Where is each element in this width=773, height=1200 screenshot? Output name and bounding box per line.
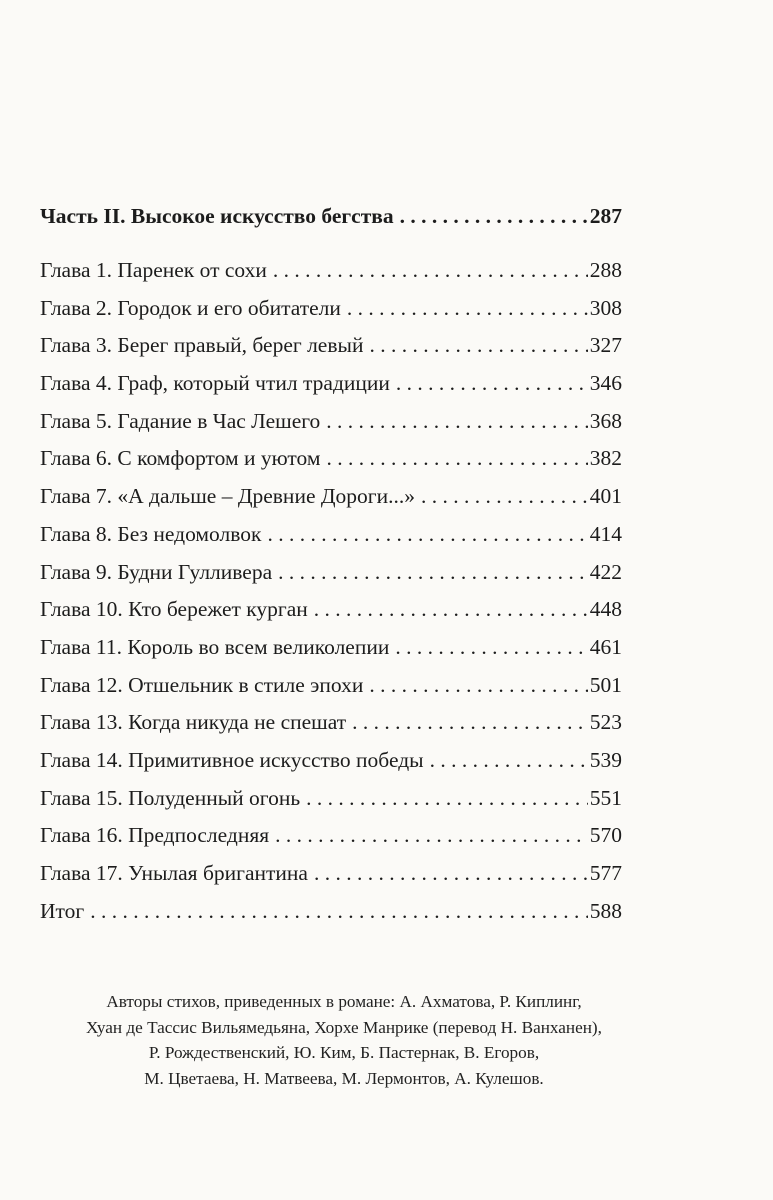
toc-chapter-title: Глава 17. Унылая бригантина <box>40 861 308 885</box>
toc-leader-dots <box>314 591 588 629</box>
toc-chapter-page: 308 <box>589 295 622 320</box>
toc-chapter-entry <box>40 704 622 742</box>
toc-chapter-page: 401 <box>589 484 622 509</box>
toc-chapter-title: Глава 3. Берег правый, берег левый <box>40 333 364 358</box>
toc-chapter-entry <box>40 516 622 554</box>
toc-leader-dots <box>347 290 588 328</box>
toc-chapter-page: 327 <box>589 333 622 358</box>
toc-chapter-entry <box>40 629 622 667</box>
toc-chapter-entry <box>40 327 622 365</box>
toc-leader-dots <box>369 667 587 705</box>
toc-chapter-title: Глава 2. Городок и его обитатели <box>40 295 341 320</box>
toc-chapter-title: Глава 11. Король во всем великолепии <box>40 634 390 659</box>
toc-chapter-title: Глава 7. «А дальше – Древние Дороги...» <box>40 484 415 509</box>
toc-chapter-title: Глава 12. Отшельник в стиле эпохи <box>40 672 364 697</box>
toc-chapter-title: Итог <box>40 898 85 923</box>
toc-chapter-entry <box>40 403 622 441</box>
toc-chapter-title: Глава 5. Гадание в Час Лешего <box>40 408 321 433</box>
toc-chapter-page: 539 <box>589 747 622 772</box>
toc-leader-dots <box>369 327 587 365</box>
toc-chapter-list <box>40 252 622 930</box>
credits-line: Авторы стихов, приведенных в романе: А. Ахматова, Р. Киплинг, <box>106 992 582 1011</box>
toc-chapter-title: Глава 10. Кто бережет курган <box>40 597 308 622</box>
toc-chapter-page: 288 <box>589 258 622 282</box>
toc-chapter-entry <box>40 667 622 705</box>
toc-chapter-entry <box>40 780 622 818</box>
toc-chapter-entry <box>40 893 622 931</box>
toc-chapter-entry <box>40 478 622 516</box>
toc-part-page: 287 <box>589 204 622 228</box>
toc-chapter-page: 382 <box>589 446 622 471</box>
toc-leader-dots <box>396 365 588 403</box>
toc-chapter-entry <box>40 554 622 592</box>
toc-leader-dots <box>400 198 588 236</box>
toc-chapter-page: 577 <box>589 861 622 885</box>
toc-chapter-title: Глава 14. Примитивное искусство победы <box>40 747 424 772</box>
toc-chapter-page: 368 <box>589 408 622 433</box>
toc-chapter-entry <box>40 742 622 780</box>
toc-chapter-entry <box>40 440 622 478</box>
toc-part-entry <box>40 198 622 235</box>
toc-chapter-page: 448 <box>589 597 622 622</box>
toc-chapter-title: Глава 4. Граф, который чтил традиции <box>40 371 390 396</box>
toc-leader-dots <box>326 403 587 441</box>
toc-chapter-page: 414 <box>589 521 622 546</box>
toc-chapter-page: 523 <box>589 710 622 735</box>
toc-chapter-title: Глава 8. Без недомолвок <box>40 521 262 546</box>
toc-chapter-entry <box>40 817 622 855</box>
toc-leader-dots <box>430 742 588 780</box>
credits-line: Р. Рождественский, Ю. Ким, Б. Пастернак, В. Егоров, <box>148 1043 540 1062</box>
toc-leader-dots <box>421 478 588 516</box>
toc-chapter-page: 346 <box>589 371 622 396</box>
poem-authors-note <box>30 989 658 1091</box>
toc-chapter-entry <box>40 252 622 290</box>
toc-chapter-entry <box>40 290 622 328</box>
toc-leader-dots <box>90 893 588 931</box>
toc-leader-dots <box>395 629 587 667</box>
toc-leader-dots <box>352 704 588 742</box>
toc-chapter-entry <box>40 591 622 629</box>
toc-chapter-page: 501 <box>589 672 622 697</box>
table-of-contents <box>40 198 622 930</box>
toc-chapter-page: 588 <box>589 898 622 923</box>
toc-chapter-title: Глава 6. С комфортом и уютом <box>40 446 321 471</box>
toc-chapter-page: 570 <box>589 823 622 848</box>
toc-leader-dots <box>314 855 588 893</box>
toc-leader-dots <box>267 516 587 554</box>
toc-chapter-page: 422 <box>589 559 622 584</box>
toc-leader-dots <box>326 440 587 478</box>
toc-chapter-title: Глава 9. Будни Гулливера <box>40 559 273 584</box>
toc-chapter-title: Глава 1. Паренек от сохи <box>40 258 267 282</box>
toc-chapter-title: Глава 13. Когда никуда не спешат <box>40 710 347 735</box>
toc-leader-dots <box>275 817 588 855</box>
toc-part-title: Часть II. Высокое искусство бегства <box>40 204 394 228</box>
toc-chapter-entry <box>40 855 622 893</box>
credits-line: М. Цветаева, Н. Матвеева, М. Лермонтов, А. Кулешов. <box>144 1068 544 1088</box>
toc-leader-dots <box>273 252 588 290</box>
toc-chapter-entry <box>40 365 622 403</box>
toc-leader-dots <box>278 554 588 592</box>
toc-chapter-title: Глава 16. Предпоследняя <box>40 823 270 848</box>
toc-chapter-title: Глава 15. Полуденный огонь <box>40 785 301 810</box>
toc-chapter-page: 461 <box>589 634 622 659</box>
toc-chapter-page: 551 <box>589 785 622 810</box>
credits-line: Хуан де Тассис Вильямедьяна, Хорхе Манрике (перевод Н. Ванханен), <box>86 1017 602 1037</box>
toc-leader-dots <box>306 780 588 818</box>
